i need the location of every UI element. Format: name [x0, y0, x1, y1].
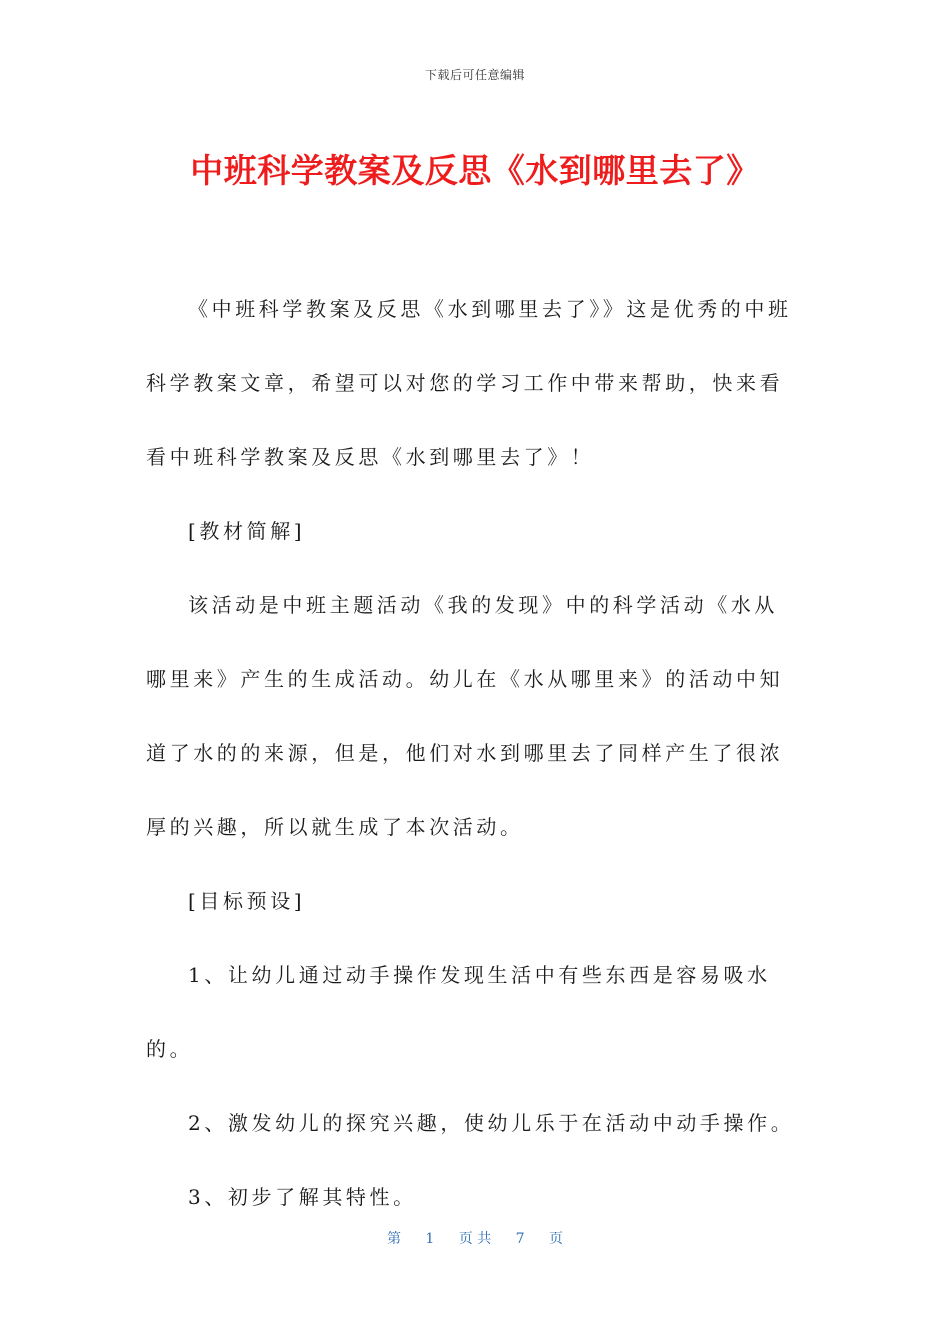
- section-heading-goals: [目标预设]: [188, 889, 306, 913]
- document-title: 中班科学教案及反思《水到哪里去了》: [190, 151, 760, 190]
- footer-current-page: 1: [425, 1231, 435, 1247]
- materials-paragraph: 该活动是中班主题活动《我的发现》中的科学活动《水从哪里来》产生的生成活动。幼儿在《水从哪里来》的活动中知道了水的的来源，但是，他们对水到哪里去了同样产生了很浓厚的兴趣，所以就生成了本次活动。: [146, 593, 784, 839]
- page-footer: [0, 1228, 950, 1248]
- footer-page-suffix: 页: [549, 1231, 564, 1247]
- header-note: 下载后可任意编辑: [424, 68, 525, 82]
- document-body: [146, 272, 796, 1234]
- footer-total-pages: 7: [515, 1231, 525, 1247]
- section-heading-materials: [教材简解]: [188, 519, 306, 543]
- goal-item-3: 3、初步了解其特性。: [188, 1185, 417, 1209]
- intro-paragraph: 《中班科学教案及反思《水到哪里去了》》这是优秀的中班科学教案文章，希望可以对您的学习工作中带来帮助，快来看看中班科学教案及反思《水到哪里去了》！: [146, 297, 792, 469]
- footer-total-label: 页 共: [458, 1231, 492, 1247]
- footer-page-label: 第: [386, 1231, 401, 1247]
- goal-item-2: 2、激发幼儿的探究兴趣，使幼儿乐于在活动中动手操作。: [188, 1111, 795, 1135]
- goal-item-1: 1、让幼儿通过动手操作发现生活中有些东西是容易吸水的。: [146, 963, 771, 1061]
